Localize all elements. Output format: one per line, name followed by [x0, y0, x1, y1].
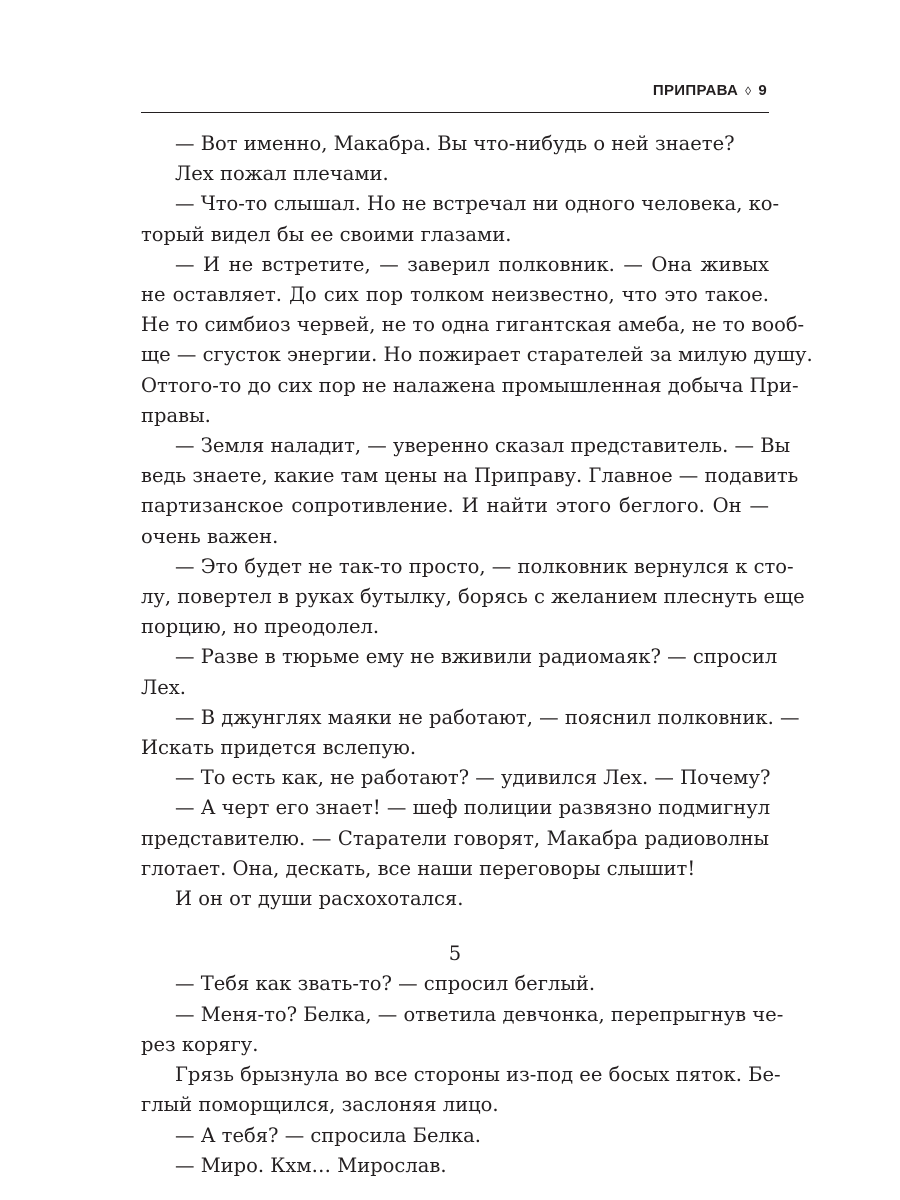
- paragraph: [141, 159, 769, 189]
- paragraph: [141, 129, 769, 159]
- text-section-2: [141, 969, 784, 1180]
- running-head-title: ПРИПРАВА: [652, 82, 739, 99]
- text-line: — А черт его знает! — шеф полиции развязно подмигнул: [175, 796, 771, 820]
- page-number: 9: [758, 82, 767, 99]
- text-line: — Миро. Кхм… Мирослав.: [175, 1153, 447, 1177]
- text-line: Лех пожал плечами.: [175, 162, 389, 186]
- text-line: Не то симбиоз червей, не то одна гигантская амеба, не то вооб-: [141, 313, 805, 337]
- chapter-number: 5: [448, 942, 462, 966]
- paragraph: [141, 189, 780, 249]
- running-head: [653, 82, 767, 99]
- paragraph: [141, 1151, 769, 1181]
- text-line: Грязь брызнула во все стороны из-под ее босых пяток. Бе-: [175, 1063, 781, 1087]
- text-line: представителю. — Старатели говорят, Макабра радиоволны: [141, 826, 769, 850]
- text-line: — Тебя как звать-то? — спросил беглый.: [175, 972, 596, 996]
- text-line: — И не встретите, — заверил полковник. — Она живых: [175, 252, 769, 276]
- paragraph: [141, 250, 813, 431]
- text-line: рез корягу.: [141, 1032, 259, 1056]
- paragraph: [141, 884, 769, 914]
- text-line: ведь знаете, какие там цены на Приправу. Главное — подавить: [141, 464, 799, 488]
- text-line: порцию, но преодолел.: [141, 615, 380, 639]
- paragraph: [141, 969, 769, 999]
- text-line: ще — сгусток энергии. Но пожирает старателей за милую душу.: [141, 343, 813, 367]
- paragraph: [141, 793, 769, 884]
- text-line: — То есть как, не работают? — удивился Лех. — Почему?: [175, 766, 771, 790]
- text-line: И он от души расхохотался.: [175, 887, 464, 911]
- paragraph: [141, 703, 800, 763]
- text-line: правы.: [141, 403, 211, 427]
- text-line: — Что-то слышал. Но не встречал ни одного человека, ко-: [175, 192, 780, 216]
- paragraph: [141, 1060, 781, 1120]
- text-line: не оставляет. До сих пор толком неизвестно, что это такое.: [141, 283, 769, 307]
- text-line: — Это будет не так-то просто, — полковник вернулся к сто-: [175, 554, 794, 578]
- text-line: глотает. Она, дескать, все наши переговоры слышит!: [141, 856, 696, 880]
- paragraph: [141, 642, 778, 702]
- text-line: — А тебя? — спросила Белка.: [175, 1123, 481, 1147]
- text-line: — Земля наладит, — уверенно сказал представитель. — Вы: [175, 434, 791, 458]
- paragraph: [141, 763, 769, 793]
- diamond-separator-icon: ◊: [745, 83, 752, 98]
- text-section-1: [141, 129, 813, 914]
- body-text: [141, 129, 813, 1181]
- header-rule: [141, 112, 769, 113]
- paragraph: [141, 552, 805, 643]
- paragraph: [141, 431, 799, 552]
- text-line: Искать придется вслепую.: [141, 736, 417, 760]
- text-line: торый видел бы ее своими глазами.: [141, 222, 512, 246]
- paragraph: [141, 1000, 784, 1060]
- text-line: — Меня-то? Белка, — ответила девчонка, перепрыгнув че-: [175, 1002, 784, 1026]
- text-line: — Разве в тюрьме ему не вживили радиомаяк? — спросил: [175, 645, 778, 669]
- text-line: глый поморщился, заслоняя лицо.: [141, 1093, 499, 1117]
- text-line: очень важен.: [141, 524, 279, 548]
- text-line: Оттого-то до сих пор не налажена промышленная добыча При-: [141, 373, 799, 397]
- text-line: — Вот именно, Макабра. Вы что-нибудь о ней знаете?: [175, 132, 735, 155]
- paragraph: [141, 1121, 769, 1151]
- text-line: партизанское сопротивление. И найти этого беглого. Он —: [141, 494, 769, 518]
- text-line: Лех.: [141, 675, 187, 699]
- text-line: лу, повертел в руках бутылку, борясь с желанием плеснуть еще: [141, 585, 805, 609]
- text-line: — В джунглях маяки не работают, — пояснил полковник. —: [175, 705, 800, 729]
